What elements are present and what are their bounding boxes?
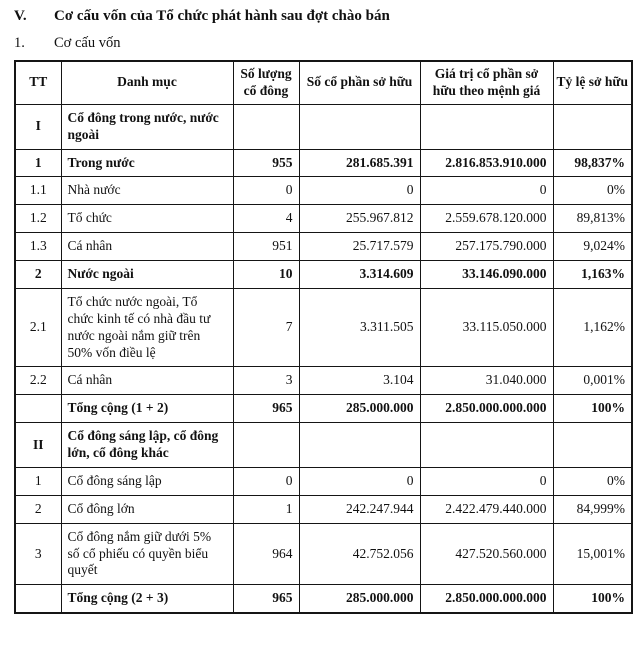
table-row xyxy=(15,495,632,523)
cell-par-value xyxy=(420,423,553,468)
cell-category: Nước ngoài xyxy=(61,261,233,289)
header-shares-owned: Số cổ phần sở hữu xyxy=(299,61,420,104)
cell-par-value: 31.040.000 xyxy=(420,367,553,395)
cell-category: Cá nhân xyxy=(61,367,233,395)
cell-tt: 1.2 xyxy=(15,205,61,233)
cell-ownership-ratio: 9,024% xyxy=(553,233,632,261)
cell-shareholder-count: 4 xyxy=(233,205,299,233)
cell-ownership-ratio: 1,162% xyxy=(553,288,632,367)
header-par-value: Giá trị cổ phần sở hữu theo mệnh giá xyxy=(420,61,553,104)
cell-par-value: 427.520.560.000 xyxy=(420,523,553,585)
cell-shares-owned: 0 xyxy=(299,467,420,495)
section-number: V. xyxy=(14,8,27,24)
table-row xyxy=(15,205,632,233)
cell-tt xyxy=(15,395,61,423)
cell-par-value: 0 xyxy=(420,467,553,495)
cell-shareholder-count: 955 xyxy=(233,149,299,177)
cell-tt: 2.1 xyxy=(15,288,61,367)
cell-ownership-ratio: 0% xyxy=(553,177,632,205)
cell-ownership-ratio: 0,001% xyxy=(553,367,632,395)
cell-tt: 1.1 xyxy=(15,177,61,205)
table-row xyxy=(15,149,632,177)
cell-ownership-ratio: 98,837% xyxy=(553,149,632,177)
cell-tt: 2 xyxy=(15,495,61,523)
table-row xyxy=(15,233,632,261)
cell-ownership-ratio: 100% xyxy=(553,395,632,423)
table-row xyxy=(15,423,632,468)
cell-shareholder-count: 965 xyxy=(233,585,299,613)
cell-tt: 3 xyxy=(15,523,61,585)
cell-category: Nhà nước xyxy=(61,177,233,205)
cell-shares-owned: 285.000.000 xyxy=(299,585,420,613)
cell-tt: 1.3 xyxy=(15,233,61,261)
cell-shares-owned: 255.967.812 xyxy=(299,205,420,233)
cell-shares-owned: 0 xyxy=(299,177,420,205)
cell-par-value: 2.850.000.000.000 xyxy=(420,585,553,613)
table-row xyxy=(15,288,632,367)
cell-ownership-ratio xyxy=(553,423,632,468)
cell-shareholder-count: 1 xyxy=(233,495,299,523)
cell-par-value: 33.146.090.000 xyxy=(420,261,553,289)
table-row xyxy=(15,261,632,289)
header-category: Danh mục xyxy=(61,61,233,104)
header-shareholder-count: Số lượng cổ đông xyxy=(233,61,299,104)
cell-category: Cổ đông trong nước, nước ngoài xyxy=(61,104,233,149)
cell-tt xyxy=(15,585,61,613)
cell-tt: 1 xyxy=(15,467,61,495)
cell-shares-owned xyxy=(299,423,420,468)
cell-shareholder-count xyxy=(233,423,299,468)
cell-ownership-ratio: 1,163% xyxy=(553,261,632,289)
table-body xyxy=(15,104,632,613)
cell-shares-owned xyxy=(299,104,420,149)
cell-shares-owned: 281.685.391 xyxy=(299,149,420,177)
cell-shareholder-count: 10 xyxy=(233,261,299,289)
cell-category: Cổ đông lớn xyxy=(61,495,233,523)
cell-tt: 2 xyxy=(15,261,61,289)
section-title: Cơ cấu vốn của Tổ chức phát hành sau đợt chào bán xyxy=(54,8,390,24)
cell-category: Trong nước xyxy=(61,149,233,177)
cell-tt: 1 xyxy=(15,149,61,177)
cell-category: Cổ đông nắm giữ dưới 5% số cổ phiếu có quyền biểu quyết xyxy=(61,523,233,585)
cell-shareholder-count: 0 xyxy=(233,467,299,495)
cell-shares-owned: 285.000.000 xyxy=(299,395,420,423)
cell-par-value: 0 xyxy=(420,177,553,205)
cell-shareholder-count: 964 xyxy=(233,523,299,585)
table-row xyxy=(15,467,632,495)
cell-shares-owned: 42.752.056 xyxy=(299,523,420,585)
table-row xyxy=(15,523,632,585)
cell-tt: 2.2 xyxy=(15,367,61,395)
cell-ownership-ratio xyxy=(553,104,632,149)
table-row xyxy=(15,177,632,205)
cell-par-value: 2.559.678.120.000 xyxy=(420,205,553,233)
subsection-number: 1. xyxy=(14,35,25,51)
cell-par-value: 2.816.853.910.000 xyxy=(420,149,553,177)
table-row xyxy=(15,367,632,395)
cell-shareholder-count xyxy=(233,104,299,149)
cell-category: Tổ chức xyxy=(61,205,233,233)
cell-ownership-ratio: 100% xyxy=(553,585,632,613)
cell-category: Tổng cộng (1 + 2) xyxy=(61,395,233,423)
table-header-row xyxy=(15,61,632,104)
subsection-heading xyxy=(14,35,632,52)
cell-shares-owned: 3.311.505 xyxy=(299,288,420,367)
cell-par-value: 2.850.000.000.000 xyxy=(420,395,553,423)
subsection-title: Cơ cấu vốn xyxy=(54,35,121,51)
cell-category: Cổ đông sáng lập xyxy=(61,467,233,495)
header-tt: TT xyxy=(15,61,61,104)
cell-tt: I xyxy=(15,104,61,149)
cell-shareholder-count: 7 xyxy=(233,288,299,367)
cell-shareholder-count: 965 xyxy=(233,395,299,423)
cell-ownership-ratio: 0% xyxy=(553,467,632,495)
table-row xyxy=(15,585,632,613)
cell-tt: II xyxy=(15,423,61,468)
cell-par-value xyxy=(420,104,553,149)
cell-category: Tổng cộng (2 + 3) xyxy=(61,585,233,613)
cell-category: Tổ chức nước ngoài, Tổ chức kinh tế có nhà đầu tư nước ngoài nắm giữ trên 50% vốn điều lệ xyxy=(61,288,233,367)
cell-shares-owned: 3.314.609 xyxy=(299,261,420,289)
cell-shareholder-count: 951 xyxy=(233,233,299,261)
cell-ownership-ratio: 89,813% xyxy=(553,205,632,233)
cell-par-value: 257.175.790.000 xyxy=(420,233,553,261)
cell-ownership-ratio: 84,999% xyxy=(553,495,632,523)
header-ownership-ratio: Tỷ lệ sở hữu xyxy=(553,61,632,104)
cell-category: Cá nhân xyxy=(61,233,233,261)
capital-structure-table xyxy=(14,60,633,614)
cell-shares-owned: 3.104 xyxy=(299,367,420,395)
table-row xyxy=(15,395,632,423)
table-row xyxy=(15,104,632,149)
cell-shareholder-count: 3 xyxy=(233,367,299,395)
cell-shares-owned: 242.247.944 xyxy=(299,495,420,523)
cell-ownership-ratio: 15,001% xyxy=(553,523,632,585)
cell-shares-owned: 25.717.579 xyxy=(299,233,420,261)
cell-shareholder-count: 0 xyxy=(233,177,299,205)
section-heading xyxy=(14,8,632,25)
cell-category: Cổ đông sáng lập, cổ đông lớn, cổ đông khác xyxy=(61,423,233,468)
cell-par-value: 33.115.050.000 xyxy=(420,288,553,367)
cell-par-value: 2.422.479.440.000 xyxy=(420,495,553,523)
